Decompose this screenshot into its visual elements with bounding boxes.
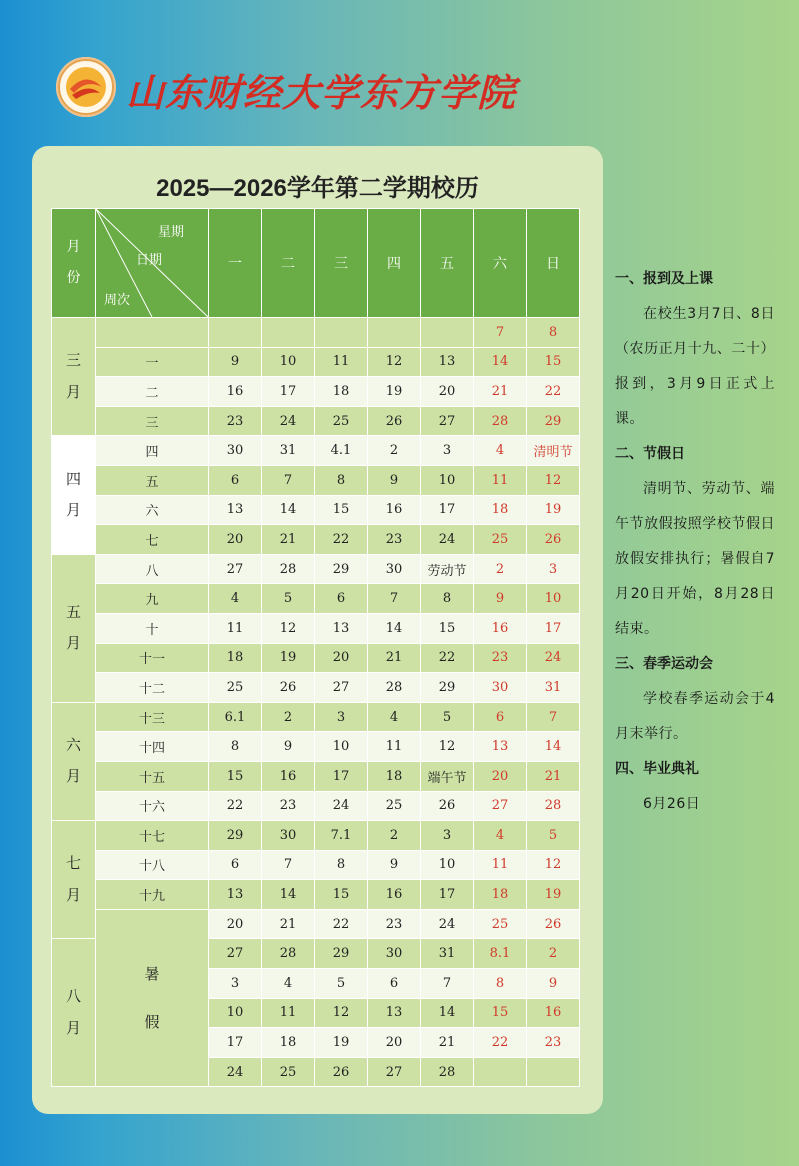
day-cell: 14 xyxy=(421,998,474,1028)
week-number: 十一 xyxy=(96,643,209,673)
day-cell: 22 xyxy=(315,525,368,555)
day-cell: 17 xyxy=(421,880,474,910)
day-cell: 25 xyxy=(209,673,262,703)
weekday-header: 三 xyxy=(315,209,368,318)
note-heading: 一、报到及上课 xyxy=(615,271,713,287)
day-cell: 5 xyxy=(262,584,315,614)
day-cell: 30 xyxy=(209,436,262,466)
month-cell-august xyxy=(52,939,96,1087)
week-number: 三 xyxy=(96,406,209,436)
day-cell: 4 xyxy=(262,969,315,999)
weekend-day-cell: 26 xyxy=(527,909,580,939)
day-cell: 15 xyxy=(421,613,474,643)
weekend-day-cell: 6 xyxy=(474,702,527,732)
day-cell: 6 xyxy=(209,465,262,495)
week-number: 十五 xyxy=(96,761,209,791)
weekend-day-cell: 11 xyxy=(474,850,527,880)
note-heading: 三、春季运动会 xyxy=(615,656,713,672)
day-cell: 9 xyxy=(262,732,315,762)
day-cell: 2 xyxy=(368,436,421,466)
weekend-day-cell: 20 xyxy=(474,761,527,791)
day-cell: 28 xyxy=(421,1057,474,1087)
day-cell: 7 xyxy=(368,584,421,614)
day-cell: 14 xyxy=(262,880,315,910)
weekend-day-cell: 4 xyxy=(474,436,527,466)
weekday-axis-label: 星期 xyxy=(158,225,185,240)
week-number: 十二 xyxy=(96,673,209,703)
day-cell: 24 xyxy=(421,909,474,939)
day-cell: 27 xyxy=(209,554,262,584)
week-row xyxy=(52,465,580,495)
weekend-day-cell: 12 xyxy=(527,465,580,495)
week-row xyxy=(52,436,580,466)
weekend-day-cell: 9 xyxy=(474,584,527,614)
day-cell: 2 xyxy=(368,821,421,851)
notes-panel xyxy=(615,262,775,822)
day-cell: 20 xyxy=(209,909,262,939)
weekday-header: 二 xyxy=(262,209,315,318)
day-cell: 6.1 xyxy=(209,702,262,732)
day-cell: 22 xyxy=(421,643,474,673)
week-row xyxy=(52,673,580,703)
weekend-day-cell: 15 xyxy=(527,347,580,377)
day-cell: 3 xyxy=(421,821,474,851)
weekend-day-cell: 17 xyxy=(527,613,580,643)
day-cell: 13 xyxy=(209,495,262,525)
weekday-header: 一 xyxy=(209,209,262,318)
day-cell: 24 xyxy=(421,525,474,555)
day-cell: 24 xyxy=(209,1057,262,1087)
day-cell: 29 xyxy=(209,821,262,851)
day-cell: 16 xyxy=(262,761,315,791)
month-label: 八月 xyxy=(65,987,81,1037)
weekday-header: 四 xyxy=(368,209,421,318)
week-row xyxy=(52,613,580,643)
day-cell: 9 xyxy=(209,347,262,377)
week-number: 九 xyxy=(96,584,209,614)
day-cell: 20 xyxy=(368,1028,421,1058)
month-label: 七月 xyxy=(65,854,81,904)
day-cell: 18 xyxy=(315,377,368,407)
day-cell: 18 xyxy=(262,1028,315,1058)
month-cell-march xyxy=(52,318,96,436)
day-cell: 30 xyxy=(368,939,421,969)
day-cell: 13 xyxy=(315,613,368,643)
day-cell: 21 xyxy=(368,643,421,673)
day-cell: 3 xyxy=(421,436,474,466)
day-cell: 劳动节 xyxy=(421,554,474,584)
day-cell: 10 xyxy=(209,998,262,1028)
note-text: 6月26日 xyxy=(643,796,701,812)
day-cell: 22 xyxy=(209,791,262,821)
day-cell: 21 xyxy=(262,909,315,939)
day-cell: 16 xyxy=(209,377,262,407)
day-cell: 14 xyxy=(368,613,421,643)
weekend-day-cell: 21 xyxy=(474,377,527,407)
week-row xyxy=(52,643,580,673)
month-cell-may xyxy=(52,554,96,702)
day-cell: 3 xyxy=(315,702,368,732)
day-cell: 4 xyxy=(209,584,262,614)
weekend-day-cell: 16 xyxy=(527,998,580,1028)
diagonal-header xyxy=(96,209,209,318)
weekend-day-cell: 清明节 xyxy=(527,436,580,466)
weekday-header: 五 xyxy=(421,209,474,318)
day-cell: 11 xyxy=(209,613,262,643)
day-cell xyxy=(209,318,262,348)
week-row xyxy=(52,554,580,584)
day-cell xyxy=(421,318,474,348)
weekend-day-cell: 14 xyxy=(474,347,527,377)
month-cell-april xyxy=(52,436,96,554)
day-cell: 18 xyxy=(368,761,421,791)
day-cell: 11 xyxy=(315,347,368,377)
weekend-day-cell: 8 xyxy=(527,318,580,348)
day-cell: 17 xyxy=(315,761,368,791)
week-row xyxy=(52,495,580,525)
school-name: 山东财经大学东方学院 xyxy=(126,70,517,115)
day-cell: 8 xyxy=(315,850,368,880)
day-cell: 8 xyxy=(315,465,368,495)
day-cell: 5 xyxy=(421,702,474,732)
weekend-day-cell: 11 xyxy=(474,465,527,495)
day-cell: 6 xyxy=(368,969,421,999)
day-cell: 26 xyxy=(368,406,421,436)
weekend-day-cell: 8.1 xyxy=(474,939,527,969)
header-row xyxy=(52,209,580,318)
day-cell: 4 xyxy=(368,702,421,732)
day-cell: 26 xyxy=(421,791,474,821)
day-cell: 10 xyxy=(262,347,315,377)
day-cell: 端午节 xyxy=(421,761,474,791)
day-cell: 16 xyxy=(368,495,421,525)
weekend-day-cell: 31 xyxy=(527,673,580,703)
day-cell: 22 xyxy=(315,909,368,939)
day-cell: 20 xyxy=(421,377,474,407)
day-cell: 28 xyxy=(262,554,315,584)
day-cell: 24 xyxy=(262,406,315,436)
weekday-header: 六 xyxy=(474,209,527,318)
week-row xyxy=(52,318,580,348)
day-cell: 14 xyxy=(262,495,315,525)
weekend-day-cell: 3 xyxy=(527,554,580,584)
day-cell: 30 xyxy=(368,554,421,584)
weekend-day-cell: 24 xyxy=(527,643,580,673)
month-cell-june xyxy=(52,702,96,820)
weekend-day-cell: 19 xyxy=(527,495,580,525)
day-cell: 13 xyxy=(421,347,474,377)
week-row xyxy=(52,702,580,732)
weekend-day-cell: 27 xyxy=(474,791,527,821)
month-label: 四月 xyxy=(65,469,81,520)
day-cell: 26 xyxy=(262,673,315,703)
day-cell: 15 xyxy=(315,880,368,910)
month-label: 三月 xyxy=(65,351,81,401)
week-row xyxy=(52,347,580,377)
week-row xyxy=(52,850,580,880)
calendar-title: 2025—2026学年第二学期校历 xyxy=(156,175,479,202)
day-cell: 7.1 xyxy=(315,821,368,851)
day-cell: 13 xyxy=(368,998,421,1028)
school-logo xyxy=(56,57,116,117)
day-cell: 7 xyxy=(421,969,474,999)
weekend-day-cell: 26 xyxy=(527,525,580,555)
weekend-day-cell: 4 xyxy=(474,821,527,851)
week-number: 十九 xyxy=(96,880,209,910)
day-cell: 8 xyxy=(209,732,262,762)
day-cell: 8 xyxy=(421,584,474,614)
weekend-day-cell: 23 xyxy=(474,643,527,673)
day-cell: 10 xyxy=(421,465,474,495)
weekend-day-cell: 2 xyxy=(527,939,580,969)
week-number: 八 xyxy=(96,554,209,584)
week-number: 一 xyxy=(96,347,209,377)
month-label: 六月 xyxy=(65,735,81,786)
day-cell: 27 xyxy=(368,1057,421,1087)
day-cell: 21 xyxy=(262,525,315,555)
day-cell: 17 xyxy=(421,495,474,525)
day-cell xyxy=(315,318,368,348)
day-cell: 12 xyxy=(368,347,421,377)
weekend-day-cell: 12 xyxy=(527,850,580,880)
day-cell: 23 xyxy=(368,525,421,555)
month-label: 五月 xyxy=(65,602,81,653)
weekend-day-cell: 28 xyxy=(527,791,580,821)
day-cell: 23 xyxy=(368,909,421,939)
day-cell: 27 xyxy=(315,673,368,703)
weekend-day-cell: 13 xyxy=(474,732,527,762)
note-text: 在校生3月7日、8日（农历正月十九、二十）报到，3月9日正式上课。 xyxy=(615,306,775,427)
day-cell: 12 xyxy=(315,998,368,1028)
week-number: 四 xyxy=(96,436,209,466)
weekend-day-cell: 25 xyxy=(474,909,527,939)
day-cell: 29 xyxy=(315,939,368,969)
day-cell: 28 xyxy=(262,939,315,969)
week-number: 十七 xyxy=(96,821,209,851)
weekday-header: 日 xyxy=(527,209,580,318)
week-row xyxy=(52,584,580,614)
weekend-day-cell: 18 xyxy=(474,495,527,525)
weekend-day-cell: 29 xyxy=(527,406,580,436)
day-cell: 26 xyxy=(315,1057,368,1087)
day-cell: 4.1 xyxy=(315,436,368,466)
day-cell: 15 xyxy=(315,495,368,525)
week-number: 五 xyxy=(96,465,209,495)
day-cell: 25 xyxy=(315,406,368,436)
week-number: 十 xyxy=(96,613,209,643)
note-text: 学校春季运动会于4月末举行。 xyxy=(615,691,775,742)
day-cell: 9 xyxy=(368,850,421,880)
weekend-day-cell: 7 xyxy=(527,702,580,732)
day-cell: 31 xyxy=(262,436,315,466)
week-number: 十八 xyxy=(96,850,209,880)
day-cell: 17 xyxy=(262,377,315,407)
day-cell: 13 xyxy=(209,880,262,910)
date-axis-label: 日期 xyxy=(136,253,163,268)
week-number: 十六 xyxy=(96,791,209,821)
note-heading: 四、毕业典礼 xyxy=(615,761,699,777)
week-row xyxy=(52,791,580,821)
day-cell xyxy=(262,318,315,348)
week-row xyxy=(52,732,580,762)
weekend-day-cell: 18 xyxy=(474,880,527,910)
weekend-day-cell: 19 xyxy=(527,880,580,910)
day-cell: 23 xyxy=(209,406,262,436)
month-cell-july xyxy=(52,821,96,939)
day-cell: 29 xyxy=(315,554,368,584)
summer-vacation-cell xyxy=(96,909,209,1087)
day-cell: 31 xyxy=(421,939,474,969)
day-cell: 25 xyxy=(368,791,421,821)
day-cell: 21 xyxy=(421,1028,474,1058)
day-cell: 30 xyxy=(262,821,315,851)
day-cell: 16 xyxy=(368,880,421,910)
day-cell: 7 xyxy=(262,850,315,880)
weekend-day-cell: 22 xyxy=(474,1028,527,1058)
day-cell: 25 xyxy=(262,1057,315,1087)
day-cell: 5 xyxy=(315,969,368,999)
week-number: 二 xyxy=(96,377,209,407)
summer-vacation-label: 暑假 xyxy=(144,965,160,1032)
day-cell: 20 xyxy=(315,643,368,673)
day-cell: 28 xyxy=(368,673,421,703)
weekend-day-cell: 14 xyxy=(527,732,580,762)
week-row xyxy=(52,377,580,407)
day-cell: 11 xyxy=(262,998,315,1028)
day-cell: 10 xyxy=(315,732,368,762)
week-number: 十三 xyxy=(96,702,209,732)
calendar-table xyxy=(51,208,580,1087)
weekend-day-cell: 30 xyxy=(474,673,527,703)
week-number: 六 xyxy=(96,495,209,525)
day-cell: 12 xyxy=(421,732,474,762)
week-row xyxy=(52,761,580,791)
day-cell: 15 xyxy=(209,761,262,791)
week-row xyxy=(52,525,580,555)
week-row xyxy=(52,880,580,910)
note-text: 清明节、劳动节、端午节放假按照学校节假日放假安排执行；暑假自7月20日开始，8月28日结束。 xyxy=(615,481,775,637)
day-cell: 3 xyxy=(209,969,262,999)
day-cell: 23 xyxy=(262,791,315,821)
weekend-day-cell: 22 xyxy=(527,377,580,407)
month-header-label: 月份 xyxy=(66,239,81,286)
weekend-day-cell: 15 xyxy=(474,998,527,1028)
week-row xyxy=(52,406,580,436)
day-cell: 10 xyxy=(421,850,474,880)
weekend-day-cell: 9 xyxy=(527,969,580,999)
day-cell: 19 xyxy=(368,377,421,407)
weekend-day-cell xyxy=(527,1057,580,1087)
day-cell: 7 xyxy=(262,465,315,495)
week-row xyxy=(52,821,580,851)
day-cell: 19 xyxy=(262,643,315,673)
day-cell: 2 xyxy=(262,702,315,732)
day-cell: 9 xyxy=(368,465,421,495)
week-number: 七 xyxy=(96,525,209,555)
weekend-day-cell: 23 xyxy=(527,1028,580,1058)
weekend-day-cell xyxy=(474,1057,527,1087)
month-column-header xyxy=(52,209,96,318)
weekend-day-cell: 8 xyxy=(474,969,527,999)
week-number: 十四 xyxy=(96,732,209,762)
day-cell xyxy=(368,318,421,348)
weekend-day-cell: 21 xyxy=(527,761,580,791)
day-cell: 24 xyxy=(315,791,368,821)
weekend-day-cell: 28 xyxy=(474,406,527,436)
calendar-body xyxy=(52,318,580,1087)
weekend-day-cell: 10 xyxy=(527,584,580,614)
day-cell: 20 xyxy=(209,525,262,555)
day-cell: 27 xyxy=(421,406,474,436)
day-cell: 27 xyxy=(209,939,262,969)
week-row xyxy=(52,909,580,939)
day-cell: 6 xyxy=(209,850,262,880)
weekend-day-cell: 16 xyxy=(474,613,527,643)
day-cell: 11 xyxy=(368,732,421,762)
day-cell: 6 xyxy=(315,584,368,614)
week-axis-label: 周次 xyxy=(104,293,131,308)
day-cell: 19 xyxy=(315,1028,368,1058)
weekend-day-cell: 2 xyxy=(474,554,527,584)
note-heading: 二、节假日 xyxy=(615,446,685,462)
weekend-day-cell: 5 xyxy=(527,821,580,851)
day-cell: 29 xyxy=(421,673,474,703)
day-cell: 17 xyxy=(209,1028,262,1058)
day-cell: 12 xyxy=(262,613,315,643)
week-number xyxy=(96,318,209,348)
day-cell: 18 xyxy=(209,643,262,673)
weekend-day-cell: 25 xyxy=(474,525,527,555)
weekend-day-cell: 7 xyxy=(474,318,527,348)
